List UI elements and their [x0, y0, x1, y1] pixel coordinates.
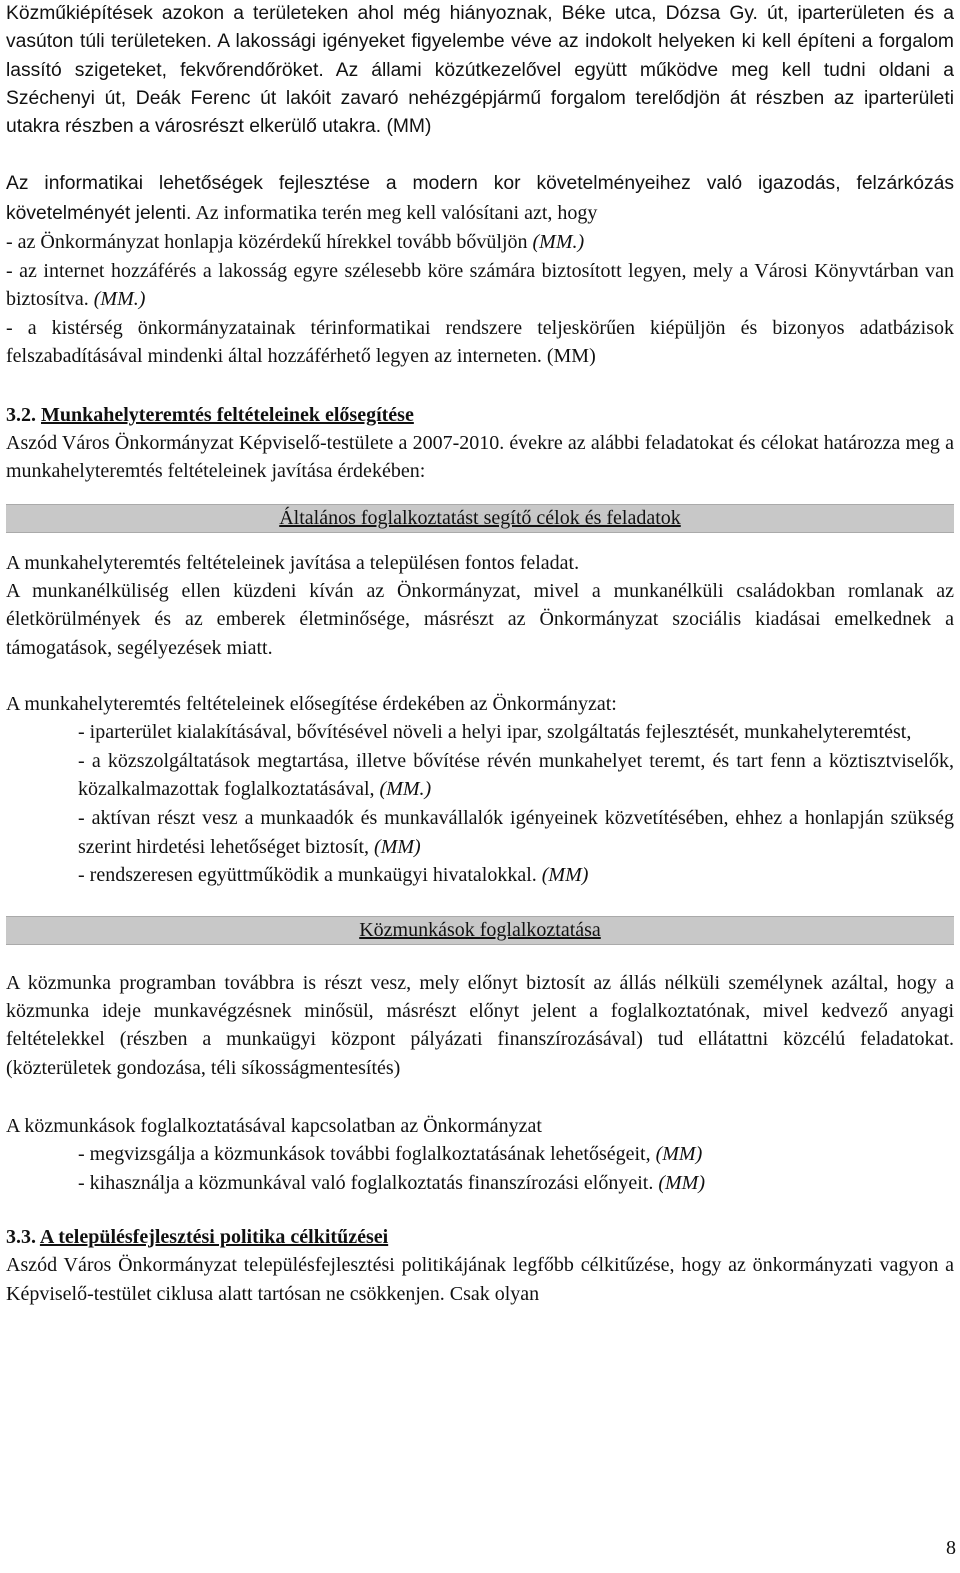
spacer [6, 945, 954, 969]
list-item [78, 747, 954, 804]
section-number: 3.2. [6, 404, 36, 427]
spacer [6, 1197, 954, 1223]
paragraph: A munkanélküliség ellen küzdeni kíván az Önkormányzat, mivel a munkanélküli családokban romlanak az életkörülmények és az emberek életminősége, másrészt az Önkormányzat szociális kiadásai emelkednek a támogatások, segélyezések miatt. [6, 579, 954, 659]
page-number: 8 [946, 1537, 956, 1559]
list-item-text: - az internet hozzáférés a lakosság egyre szélesebb köre számára biztosított legyen, mely a Városi Könyvtárban van biztosítva. [6, 259, 954, 311]
document-page [6, 0, 954, 1308]
section-number: 3.3. [6, 1226, 36, 1249]
paragraph-infrastructure: Közműkiépítések azokon a területeken ahol még hiányoznak, Béke utca, Dózsa Gy. út, iparterületen és a vasúton túli területeken. A lakossági igényeket figyelembe véve az indokolt helyeken ki kell építeni a forgalom lassító szigeteket, fekvőrendőröket. Az állami közútkezelővel együtt működve meg kell tudni oldani a Széchenyi út, Deák Ferenc út lakóit zavaró nehézgépjármű forgalom terelődjön át részben az iparterületi utakra részben a városrészt elkerülő utakra. (MM) [6, 3, 954, 138]
paragraph: A munkahelyteremtés feltételeinek elősegítése érdekében az Önkormányzat: [6, 692, 617, 715]
list-item-tag: (MM) [655, 1143, 703, 1166]
list-item-tag: (MM) [658, 1171, 705, 1194]
list-item-tag: (MM.) [93, 288, 146, 311]
list-item-tag: (MM.) [379, 778, 432, 801]
list-item-tag: (MM.) [532, 231, 585, 254]
subsection-banner [6, 916, 954, 945]
list-item-tag: (MM) [541, 864, 589, 887]
spacer [6, 141, 954, 169]
section-intro: Aszód Város Önkormányzat Képviselő-testülete a 2007-2010. évekre az alábbi feladatokat és célokat határozza meg a munkahelyteremtés feltételeinek javítása érdekében: [6, 432, 954, 483]
list-item-text: - kihasználja a közmunkával való foglalkoztatás finanszírozási előnyeit. [78, 1171, 659, 1194]
subsection-banner-label: Általános foglalkoztatást segítő célok és feladatok [279, 506, 681, 529]
informatics-intro: Az informatikai lehetőségek fejlesztése a modern kor követelményeihez való igazodás, felzárkózás követelményét jelenti. [6, 173, 954, 224]
list-item [78, 1140, 954, 1169]
list-item [78, 718, 954, 747]
paragraph: A munkahelyteremtés feltételeinek javítása a településen fontos feladat. [6, 551, 580, 574]
spacer [6, 371, 954, 401]
list-item-text: - rendszeresen együttműködik a munkaügyi hivatalokkal. [78, 864, 542, 887]
employment-list [6, 718, 954, 890]
spacer [6, 662, 954, 690]
list-item [78, 861, 954, 890]
paragraph: A közmunka programban továbbra is részt vesz, mely előnyt biztosít az állás nélküli személynek azáltal, hogy a közmunka ideje munkavégzésnek minősül, másrészt előnyt jelent a foglalkoztatónak, mivel kedvező anyagi feltételekkel (részben a munkaügyi központ pályázati finanszírozásával) tud ellátattni közcélú feladatokat. (közterületek gondozása, téli síkosságmentesítés) [6, 971, 954, 1079]
list-item [78, 804, 954, 861]
list-item-text: - a kistérség önkormányzatainak térinformatikai rendszere teljeskörűen kiépüljön és bizonyos adatbázisok felszabadításával mindenki által hozzáférhető legyen az interneten. (MM) [6, 316, 954, 368]
list-item [78, 1169, 954, 1198]
informatics-lead: Az informatika terén meg kell valósítani azt, hogy [191, 201, 598, 224]
informatics-list [6, 228, 954, 371]
subsection-banner-label: Közmunkások foglalkoztatása [359, 918, 601, 941]
paragraph: A közmunkások foglalkoztatásával kapcsolatban az Önkormányzat [6, 1114, 542, 1137]
list-item-text: - iparterület kialakításával, bővítésével növeli a helyi ipar, szolgáltatás fejlesztését, munkahelyteremtést, [78, 721, 912, 744]
section-heading-3-3 [6, 1223, 954, 1251]
list-item-text: - a közszolgáltatások megtartása, illetve bővítése révén munkahelyet teremt, és tart fenn a köztisztviselők, közalkalmazottak foglalkoztatásával, [78, 749, 954, 801]
paragraph-informatics [6, 169, 954, 228]
list-item-text: - aktívan részt vesz a munkaadók és munkavállalók igényeinek közvetítésében, ehhez a honlapján szükség szerint hirdetési lehetőséget biztosít, [78, 806, 954, 858]
section-title: Munkahelyteremtés feltételeinek elősegítése [41, 404, 414, 427]
list-item [6, 314, 954, 371]
section-intro: Aszód Város Önkormányzat településfejlesztési politikájának legfőbb célkitűzése, hogy az önkormányzati vagyon a Képviselő-testület ciklusa alatt tartósan ne csökkenjen. Csak olyan [6, 1254, 954, 1305]
spacer [6, 890, 954, 916]
list-item-tag: (MM) [374, 835, 421, 858]
section-title: A településfejlesztési politika célkitűzései [39, 1226, 389, 1249]
list-item-text: - megvizsgálja a közmunkások további foglalkoztatásának lehetőségeit, [78, 1143, 656, 1166]
public-work-list [6, 1140, 954, 1197]
subsection-banner [6, 504, 954, 533]
spacer [6, 533, 954, 549]
section-heading-3-2 [6, 401, 954, 429]
spacer [6, 1082, 954, 1112]
list-item [6, 257, 954, 314]
list-item [6, 228, 954, 257]
spacer [6, 486, 954, 504]
list-item-text: - az Önkormányzat honlapja közérdekű hírekkel tovább bővüljön [6, 231, 533, 254]
